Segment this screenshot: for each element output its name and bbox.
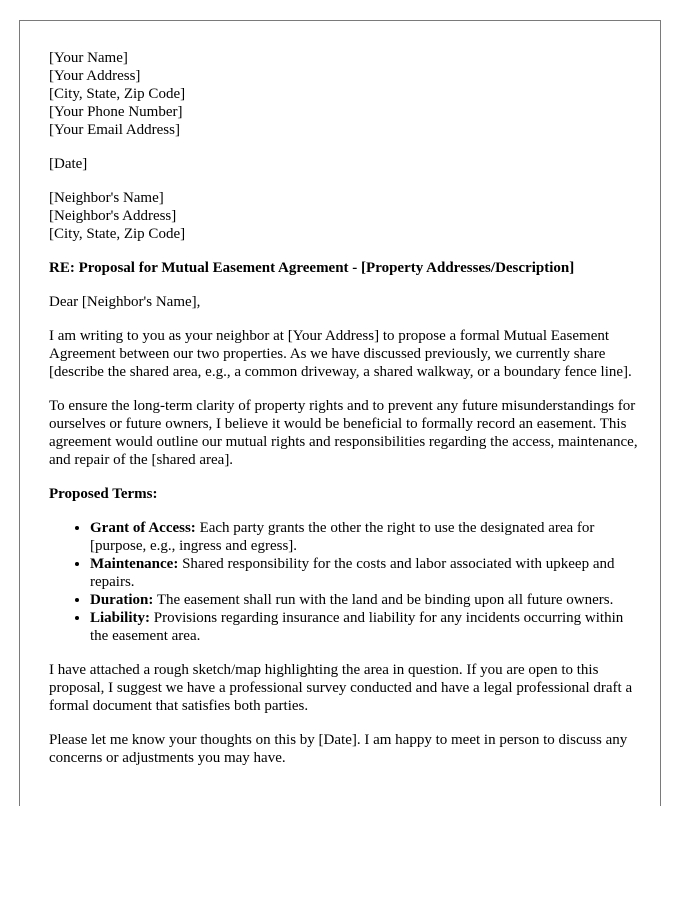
subject-line: RE: Proposal for Mutual Easement Agreement - [Property Addresses/Description] (49, 260, 575, 276)
body-paragraph-2: To ensure the long-term clarity of property rights and to prevent any future misunderstandings for ourselves or future owners, I believe it would be beneficial to formally record an easement. This agreement would outline our mutual rights and responsibilities regarding the access, maintenance, and repair of the [shared area]. (49, 398, 638, 468)
term-label: Duration: (90, 592, 154, 608)
list-item (90, 591, 639, 609)
recipient-address: [Neighbor's Address] (49, 208, 177, 224)
list-item (90, 555, 639, 591)
list-item (90, 519, 639, 555)
letter-date: [Date] (49, 156, 88, 172)
recipient-block (49, 189, 639, 243)
closing-paragraph-2: Please let me know your thoughts on this by [Date]. I am happy to meet in person to discuss any concerns or adjustments you may have. (49, 732, 628, 766)
sender-block (49, 49, 639, 139)
term-text: The easement shall run with the land and be binding upon all future owners. (153, 592, 614, 608)
terms-list (49, 519, 639, 645)
recipient-city-state-zip: [City, State, Zip Code] (49, 226, 186, 242)
list-item (90, 609, 639, 645)
closing-paragraph-1: I have attached a rough sketch/map highlighting the area in question. If you are open to this proposal, I suggest we have a professional survey conducted and have a legal professional draft a formal document that satisfies both parties. (49, 662, 633, 714)
sender-name: [Your Name] (49, 50, 128, 66)
sender-city-state-zip: [City, State, Zip Code] (49, 86, 186, 102)
term-text: Shared responsibility for the costs and labor associated with upkeep and repairs. (90, 556, 615, 590)
sender-phone: [Your Phone Number] (49, 104, 183, 120)
term-text: Provisions regarding insurance and liability for any incidents occurring within the easement area. (90, 610, 624, 644)
salutation: Dear [Neighbor's Name], (49, 294, 201, 310)
body-paragraph-1: I am writing to you as your neighbor at [Your Address] to propose a formal Mutual Easement Agreement between our two properties. As we have discussed previously, we currently share [describe the shared area, e.g., a common driveway, a shared walkway, or a boundary fence line]. (49, 328, 632, 380)
term-label: Liability: (90, 610, 151, 626)
letter-page (19, 20, 661, 806)
terms-heading: Proposed Terms: (49, 486, 158, 502)
term-label: Maintenance: (90, 556, 179, 572)
sender-address: [Your Address] (49, 68, 141, 84)
term-text: Each party grants the other the right to use the designated area for [purpose, e.g., ingress and egress]. (90, 520, 595, 554)
term-label: Grant of Access: (90, 520, 196, 536)
letter-content (49, 49, 639, 783)
sender-email: [Your Email Address] (49, 122, 180, 138)
recipient-name: [Neighbor's Name] (49, 190, 164, 206)
